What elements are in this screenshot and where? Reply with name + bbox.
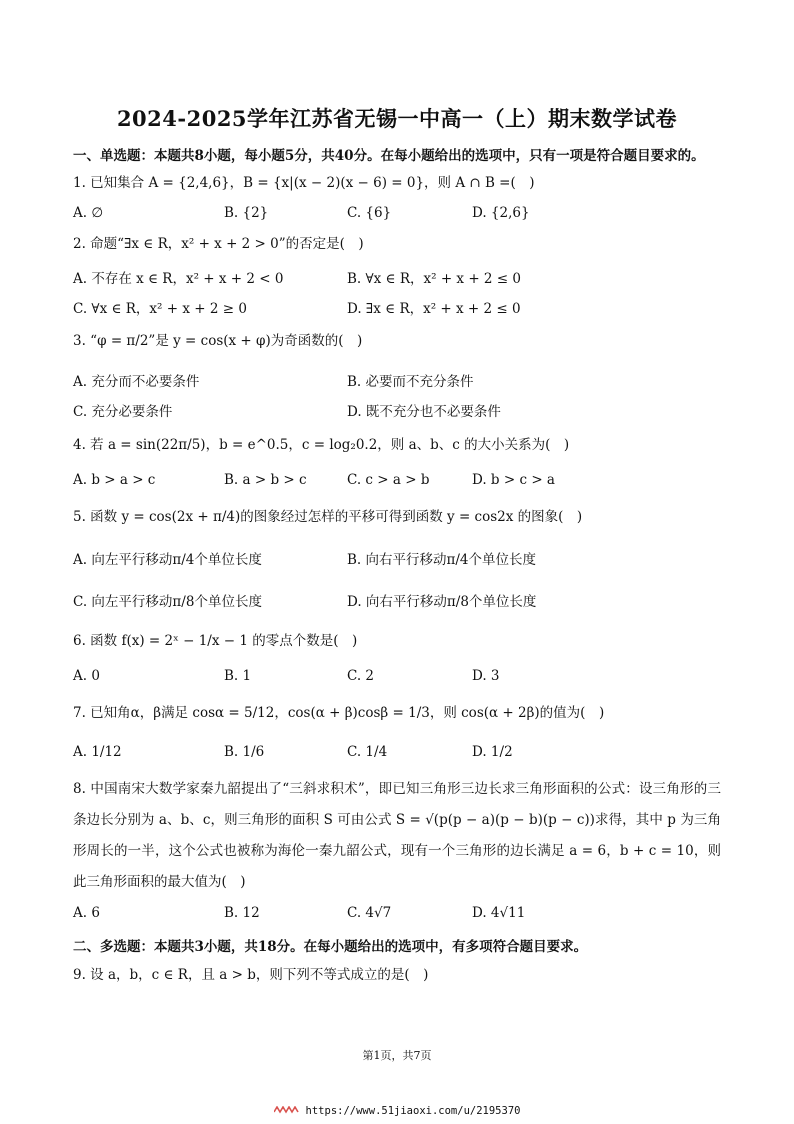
- q3-option-d[interactable]: D. 既不充分也不必要条件: [347, 404, 501, 420]
- watermark-logo-icon: [274, 1105, 300, 1117]
- q5-option-d[interactable]: D. 向右平行移动π/8个单位长度: [347, 594, 537, 610]
- q7-option-c[interactable]: C. 1/4: [347, 744, 388, 760]
- question-6: 6. 函数 f(x) = 2ˣ − 1/x − 1 的零点个数是( ): [73, 633, 358, 649]
- q8-option-d[interactable]: D. 4√11: [472, 905, 526, 921]
- q2-option-a[interactable]: A. 不存在 x ∈ R，x² + x + 2 < 0: [73, 271, 284, 287]
- q2-option-d[interactable]: D. ∃x ∈ R，x² + x + 2 ≤ 0: [347, 301, 521, 317]
- q5-option-c[interactable]: C. 向左平行移动π/8个单位长度: [73, 594, 262, 610]
- q4-option-c[interactable]: C. c > a > b: [347, 472, 430, 488]
- q3-option-c[interactable]: C. 充分必要条件: [73, 404, 173, 420]
- q2-option-c[interactable]: C. ∀x ∈ R，x² + x + 2 ≥ 0: [73, 301, 247, 317]
- q6-option-c[interactable]: C. 2: [347, 668, 375, 684]
- q5-option-b[interactable]: B. 向右平行移动π/4个单位长度: [347, 552, 537, 568]
- question-5: 5. 函数 y = cos(2x + π/4)的图象经过怎样的平移可得到函数 y = cos2x 的图象( ): [73, 509, 583, 525]
- q8-option-a[interactable]: A. 6: [73, 905, 100, 921]
- q7-option-d[interactable]: D. 1/2: [472, 744, 513, 760]
- q8-option-b[interactable]: B. 12: [224, 905, 260, 921]
- question-4: 4. 若 a = sin(22π/5)，b = e^0.5，c = log₂0.2，则 a、b、c 的大小关系为( ): [73, 437, 570, 453]
- q7-option-a[interactable]: A. 1/12: [73, 744, 122, 760]
- q2-option-b[interactable]: B. ∀x ∈ R，x² + x + 2 ≤ 0: [347, 271, 522, 287]
- q1-option-b[interactable]: B. {2}: [224, 205, 269, 221]
- q3-option-a[interactable]: A. 充分而不必要条件: [73, 374, 200, 390]
- q7-option-b[interactable]: B. 1/6: [224, 744, 265, 760]
- q5-option-a[interactable]: A. 向左平行移动π/4个单位长度: [73, 552, 262, 568]
- q6-option-b[interactable]: B. 1: [224, 668, 252, 684]
- question-2: 2. 命题“∃x ∈ R，x² + x + 2 > 0”的否定是( ): [73, 236, 364, 252]
- q4-option-b[interactable]: B. a > b > c: [224, 472, 307, 488]
- section-heading-multiple-choice: 二、多选题：本题共3小题，共18分。在每小题给出的选项中，有多项符合题目要求。: [73, 939, 588, 955]
- watermark: [0, 1105, 794, 1117]
- page-number: 第1页，共7页: [362, 1049, 432, 1062]
- q3-option-b[interactable]: B. 必要而不充分条件: [347, 374, 474, 390]
- q6-option-a[interactable]: A. 0: [73, 668, 100, 684]
- q8-option-c[interactable]: C. 4√7: [347, 905, 392, 921]
- section-heading-single-choice: 一、单选题：本题共8小题，每小题5分，共40分。在每小题给出的选项中，只有一项是符合题目要求的。: [73, 148, 705, 164]
- page-title: 2024-2025学年江苏省无锡一中高一（上）期末数学试卷: [116, 106, 678, 131]
- question-7: 7. 已知角α，β满足 cosα = 5/12，cos(α + β)cosβ = 1/3，则 cos(α + 2β)的值为( ): [73, 705, 605, 721]
- question-8: 8. 中国南宋大数学家秦九韶提出了“三斜求积术”，即已知三角形三边长求三角形面积的公式：设三角形的三条边长分别为 a、b、c，则三角形的面积 S 可由公式 S = √(p(p − a)(p − b)(p − c))求得，其中 p 为三角形周长的一半，这个公式也被称为海伦一秦九韶公式，现有一个三角形的边长满足 a = 6，b + c = 10，则此三角形面积的最大值为( ): [73, 781, 721, 890]
- question-3: 3. “φ = π/2”是 y = cos(x + φ)为奇函数的( ): [73, 333, 363, 349]
- q1-option-a[interactable]: A. ∅: [73, 205, 104, 221]
- q4-option-a[interactable]: A. b > a > c: [73, 472, 156, 488]
- watermark-url[interactable]: https://www.51jiaoxi.com/u/2195370: [305, 1105, 521, 1117]
- q4-option-d[interactable]: D. b > c > a: [472, 472, 555, 488]
- q1-option-d[interactable]: D. {2,6}: [472, 205, 530, 221]
- q6-option-d[interactable]: D. 3: [472, 668, 500, 684]
- question-9: 9. 设 a，b，c ∈ R，且 a > b，则下列不等式成立的是( ): [73, 967, 429, 983]
- q1-option-c[interactable]: C. {6}: [347, 205, 392, 221]
- question-1: 1. 已知集合 A = {2,4,6}，B = {x|(x − 2)(x − 6) = 0}，则 A ∩ B =( ): [73, 175, 535, 191]
